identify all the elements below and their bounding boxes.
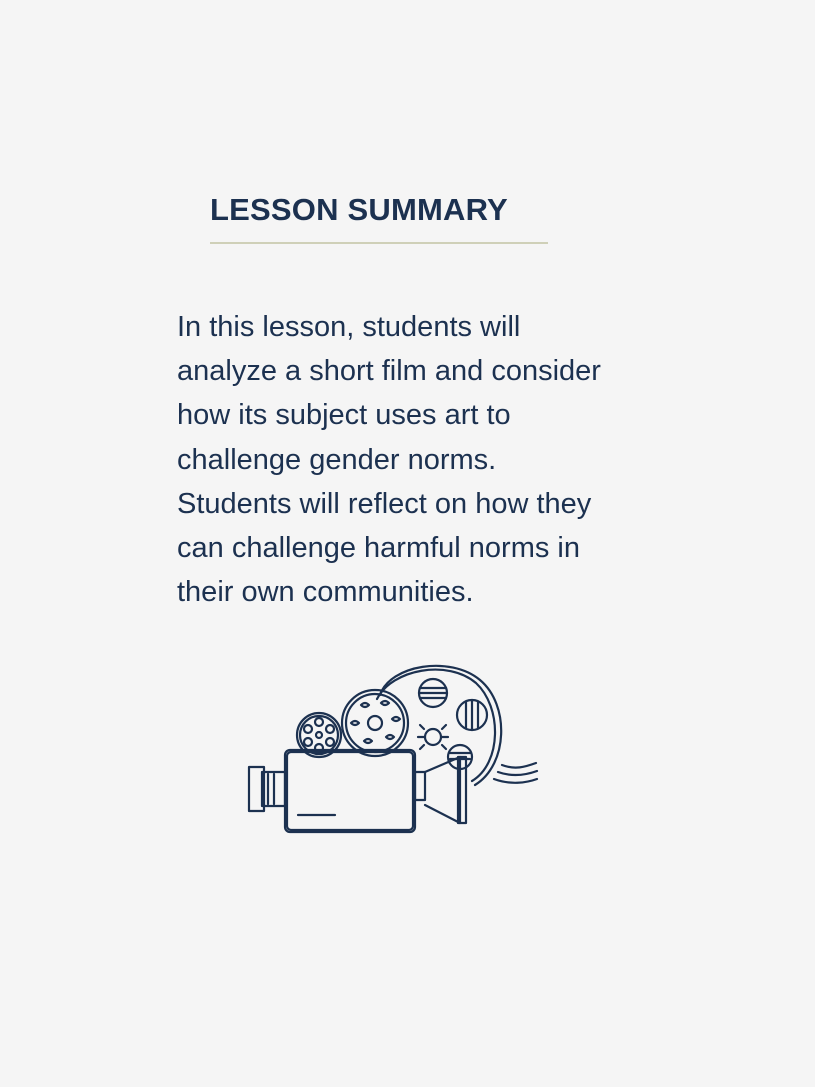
summary-line: analyze a short film and consider — [177, 355, 601, 388]
summary-line: their own communities. — [177, 576, 474, 609]
summary-line: how its subject uses art to — [177, 399, 511, 432]
film-projector-icon — [240, 655, 545, 840]
large-reel — [342, 690, 408, 756]
lesson-summary-text — [177, 305, 657, 614]
camera-body — [285, 750, 415, 832]
summary-line: Students will reflect on how they — [177, 487, 592, 520]
camera-lens — [249, 767, 285, 811]
summary-line: challenge gender norms. — [177, 443, 497, 476]
heading-divider — [210, 242, 548, 244]
summary-line: can challenge harmful norms in — [177, 532, 580, 565]
section-heading: LESSON SUMMARY — [210, 192, 508, 227]
camera-side-piece — [415, 757, 466, 823]
summary-line: In this lesson, students will — [177, 311, 521, 343]
